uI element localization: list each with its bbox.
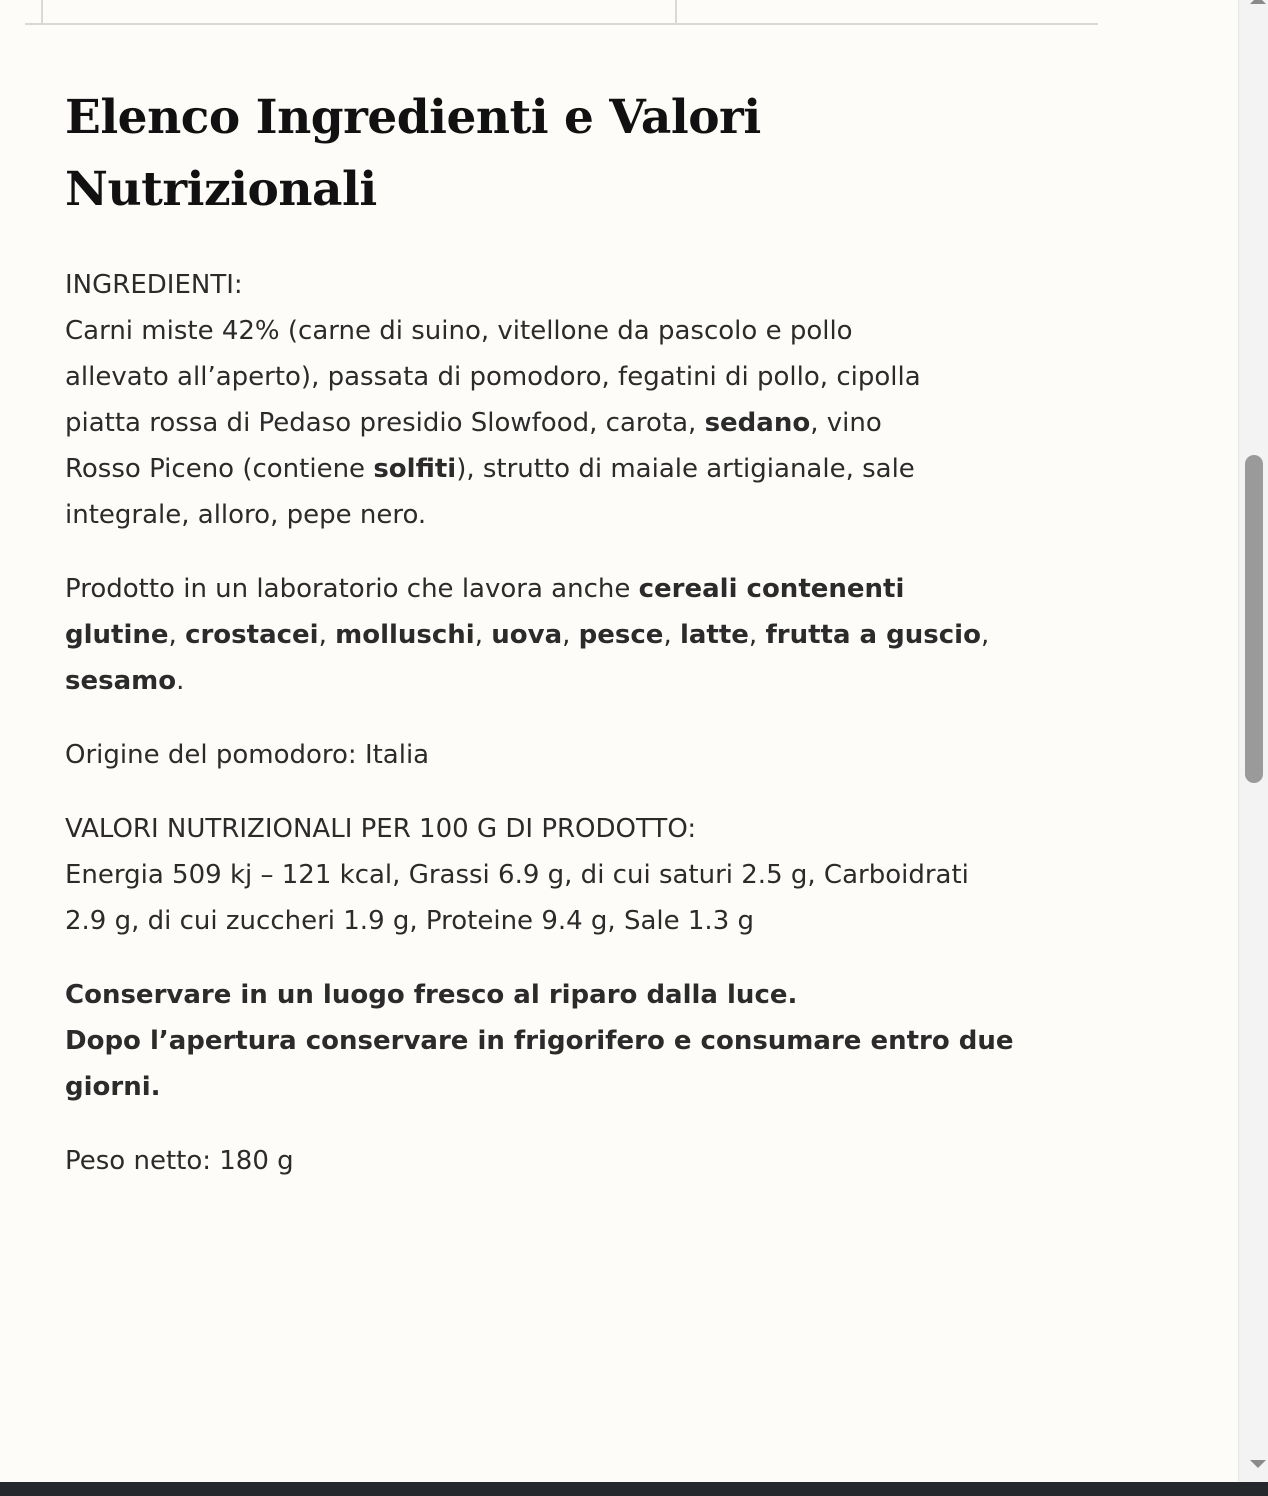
storage-line-2: Dopo l’apertura conservare in frigorifero e consumare entro due bbox=[65, 1026, 1014, 1056]
ingredients-line-3 bbox=[65, 400, 1040, 446]
allergen-gluten: glutine bbox=[65, 620, 169, 650]
ingredients-label: INGREDIENTI: bbox=[65, 270, 243, 300]
scroll-down-arrow-icon[interactable] bbox=[1250, 1460, 1266, 1468]
nutrition-line-2: 2.9 g, di cui zuccheri 1.9 g, Proteine 9.4 g, Sale 1.3 g bbox=[65, 906, 754, 936]
separator: . bbox=[176, 666, 185, 696]
allergen-celery: sedano bbox=[704, 408, 811, 438]
storage-line-1: Conservare in un luogo fresco al riparo dalla luce. bbox=[65, 980, 798, 1010]
allergen-milk: latte bbox=[679, 620, 749, 650]
allergen-sesame: sesamo bbox=[65, 666, 177, 696]
allergen-warning-paragraph bbox=[65, 566, 1040, 704]
allergen-line-3 bbox=[65, 658, 1040, 704]
section-title-line-1: Elenco Ingredienti e Valori bbox=[65, 90, 761, 145]
footer-edge bbox=[0, 1482, 1268, 1496]
nutrition-paragraph bbox=[65, 806, 1040, 944]
nutrition-label: VALORI NUTRIZIONALI PER 100 G DI PRODOTTO: bbox=[65, 814, 697, 844]
allergen-fish: pesce bbox=[578, 620, 664, 650]
allergen-line-2 bbox=[65, 612, 1040, 658]
separator: , bbox=[748, 620, 766, 650]
ingredients-line-4 bbox=[65, 446, 1040, 492]
nutrition-line-1: Energia 509 kj – 121 kcal, Grassi 6.9 g, di cui saturi 2.5 g, Carboidrati bbox=[65, 860, 969, 890]
ingredients-text: , vino bbox=[810, 408, 882, 438]
frame-divider-middle bbox=[675, 0, 677, 23]
origin-text: Origine del pomodoro: Italia bbox=[65, 740, 430, 770]
scrollbar-thumb[interactable] bbox=[1245, 455, 1263, 783]
separator: , bbox=[562, 620, 579, 650]
section-title-line-2: Nutrizionali bbox=[65, 162, 377, 217]
net-weight-paragraph bbox=[65, 1138, 1040, 1184]
allergen-nuts: frutta a guscio bbox=[765, 620, 981, 650]
storage-instructions bbox=[65, 972, 1040, 1110]
vertical-scrollbar[interactable] bbox=[1238, 0, 1268, 1482]
separator: , bbox=[980, 620, 990, 650]
net-weight-text: Peso netto: 180 g bbox=[65, 1146, 294, 1176]
separator: , bbox=[474, 620, 492, 650]
ingredients-line-1: Carni miste 42% (carne di suino, vitellone da pascolo e pollo bbox=[65, 316, 853, 346]
separator: , bbox=[318, 620, 336, 650]
product-info-section bbox=[65, 82, 1040, 1184]
allergen-molluscs: molluschi bbox=[335, 620, 475, 650]
separator: , bbox=[168, 620, 186, 650]
ingredients-line-5: integrale, alloro, pepe nero. bbox=[65, 500, 427, 530]
allergen-eggs: uova bbox=[491, 620, 563, 650]
allergen-text: Prodotto in un laboratorio che lavora anche bbox=[65, 574, 639, 604]
ingredients-paragraph bbox=[65, 262, 1040, 538]
previous-section-frame bbox=[25, 0, 1098, 25]
frame-divider-left bbox=[41, 0, 43, 23]
ingredients-text: piatta rossa di Pedaso presidio Slowfood, carota, bbox=[65, 408, 705, 438]
allergen-cereals: cereali contenenti bbox=[638, 574, 905, 604]
section-title bbox=[65, 82, 1040, 226]
ingredients-line-2: allevato all’aperto), passata di pomodoro, fegatini di pollo, cipolla bbox=[65, 362, 921, 392]
separator: , bbox=[663, 620, 680, 650]
ingredients-text: ), strutto di maiale artigianale, sale bbox=[456, 454, 915, 484]
allergen-crustaceans: crostacei bbox=[185, 620, 319, 650]
ingredients-text: Rosso Piceno (contiene bbox=[65, 454, 374, 484]
allergen-line-1 bbox=[65, 566, 1040, 612]
origin-paragraph bbox=[65, 732, 1040, 778]
scroll-up-arrow-icon[interactable] bbox=[1250, 0, 1266, 4]
storage-line-3: giorni. bbox=[65, 1072, 161, 1102]
allergen-sulphites: solfiti bbox=[373, 454, 457, 484]
